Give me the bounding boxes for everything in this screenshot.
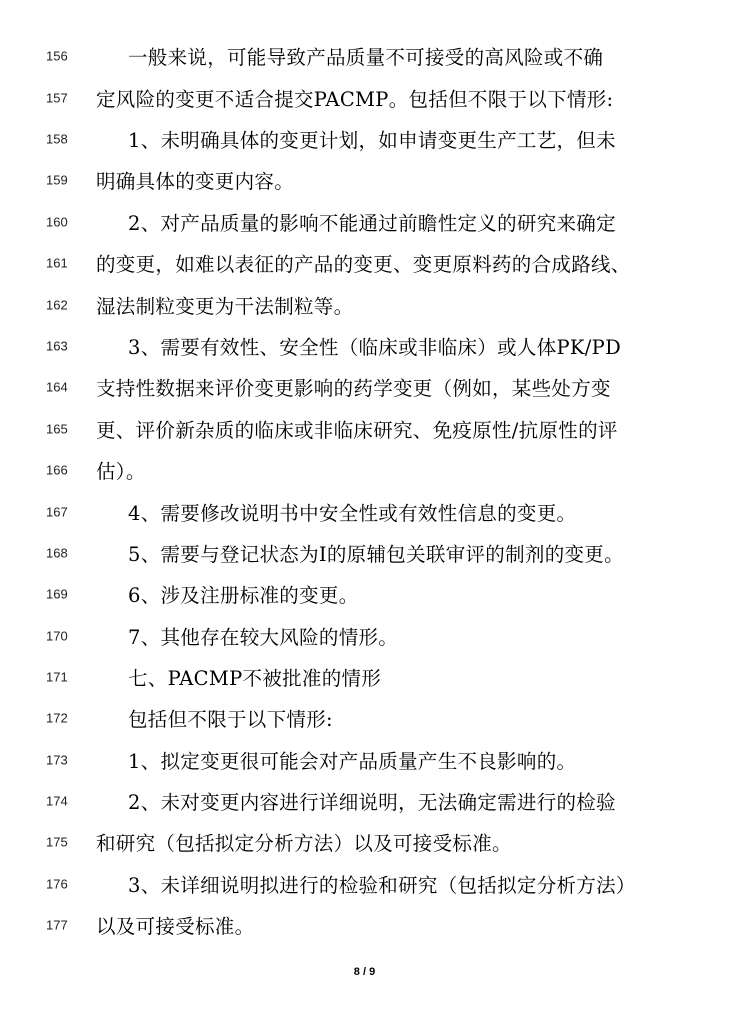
line-number: 160 <box>46 214 68 230</box>
line-number: 168 <box>46 545 68 561</box>
line-number: 162 <box>46 297 68 313</box>
text-line <box>0 745 729 775</box>
line-text: 4、需要修改说明书中安全性或有效性信息的变更。 <box>128 502 577 525</box>
line-text: 湿法制粒变更为干法制粒等。 <box>96 295 354 318</box>
line-text: 和研究（包括拟定分析方法）以及可接受标准。 <box>96 832 512 855</box>
line-number: 157 <box>46 90 68 106</box>
line-number: 167 <box>46 504 68 520</box>
page-number: 8 / 9 <box>353 966 376 978</box>
text-line <box>0 83 729 113</box>
text-line <box>0 910 729 940</box>
text-line <box>0 414 729 444</box>
text-line <box>0 124 729 154</box>
line-text: 七、PACMP不被批准的情形 <box>128 667 382 690</box>
line-text: 定风险的变更不适合提交PACMP。包括但不限于以下情形: <box>96 88 614 111</box>
line-number: 156 <box>46 48 68 64</box>
line-text: 支持性数据来评价变更影响的药学变更（例如，某些处方变 <box>96 377 611 400</box>
line-number: 170 <box>46 628 68 644</box>
line-number: 161 <box>46 255 68 271</box>
text-line <box>0 662 729 692</box>
line-text: 7、其他存在较大风险的情形。 <box>128 626 399 649</box>
line-text: 的变更，如难以表征的产品的变更、变更原料药的合成路线、 <box>96 253 631 276</box>
text-line <box>0 621 729 651</box>
text-line <box>0 455 729 485</box>
line-text: 1、未明确具体的变更计划，如申请变更生产工艺，但未 <box>128 129 616 152</box>
line-number: 159 <box>46 172 68 188</box>
text-line <box>0 165 729 195</box>
line-text: 包括但不限于以下情形: <box>128 708 333 731</box>
line-text: 2、未对变更内容进行详细说明，无法确定需进行的检验 <box>128 791 616 814</box>
text-line <box>0 372 729 402</box>
text-line <box>0 331 729 361</box>
text-line <box>0 786 729 816</box>
line-number: 174 <box>46 793 68 809</box>
line-text: 明确具体的变更内容。 <box>96 170 295 193</box>
line-text: 一般来说，可能导致产品质量不可接受的高风险或不确 <box>128 46 604 69</box>
line-text: 以及可接受标准。 <box>96 915 255 938</box>
line-text: 1、拟定变更很可能会对产品质量产生不良影响的。 <box>128 750 577 773</box>
text-line <box>0 538 729 568</box>
line-number: 176 <box>46 876 68 892</box>
text-line <box>0 290 729 320</box>
line-number: 158 <box>46 131 68 147</box>
line-number: 163 <box>46 338 68 354</box>
line-text: 估）。 <box>96 460 146 483</box>
text-line <box>0 579 729 609</box>
line-number: 172 <box>46 710 68 726</box>
line-text: 3、需要有效性、安全性（临床或非临床）或人体PK/PD <box>128 336 622 359</box>
text-line <box>0 248 729 278</box>
text-line <box>0 497 729 527</box>
text-line <box>0 703 729 733</box>
text-line <box>0 41 729 71</box>
line-number: 177 <box>46 917 68 933</box>
line-number: 171 <box>46 669 68 685</box>
line-number: 169 <box>46 586 68 602</box>
line-text: 更、评价新杂质的临床或非临床研究、免疫原性/抗原性的评 <box>96 419 618 442</box>
line-number: 175 <box>46 834 68 850</box>
text-line <box>0 207 729 237</box>
text-line <box>0 869 729 899</box>
line-text: 3、未详细说明拟进行的检验和研究（包括拟定分析方法） <box>128 874 636 897</box>
text-line <box>0 827 729 857</box>
line-number: 166 <box>46 462 68 478</box>
line-text: 6、涉及注册标准的变更。 <box>128 584 359 607</box>
line-number: 164 <box>46 379 68 395</box>
line-text: 2、对产品质量的影响不能通过前瞻性定义的研究来确定 <box>128 212 616 235</box>
line-text: 5、需要与登记状态为I的原辅包关联审评的制剂的变更。 <box>128 543 624 566</box>
line-number: 173 <box>46 752 68 768</box>
line-number: 165 <box>46 421 68 437</box>
